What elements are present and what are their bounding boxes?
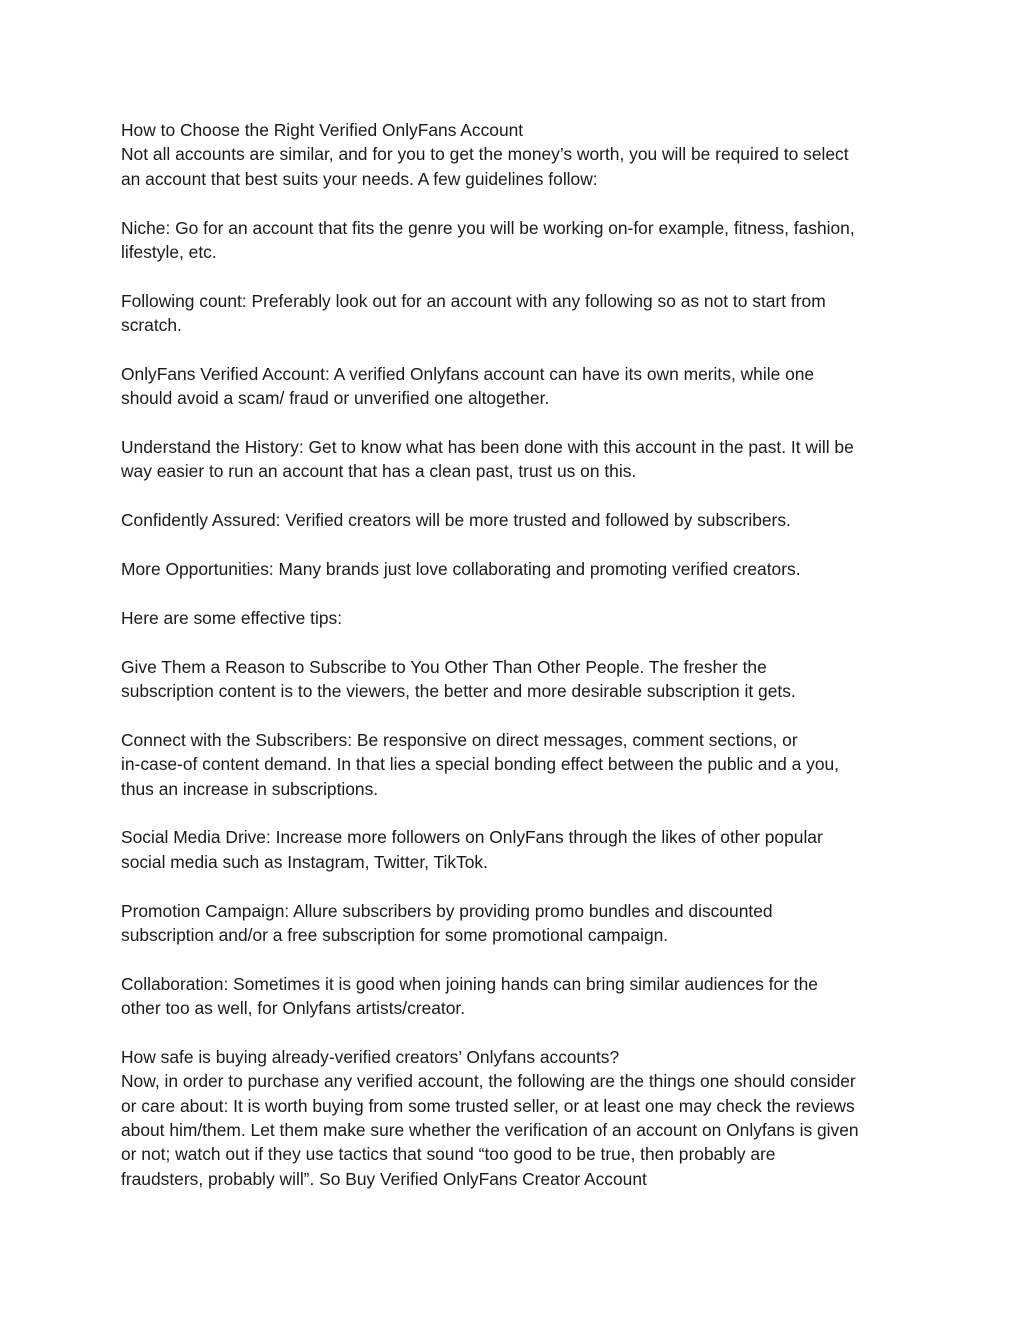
tips-intro xyxy=(121,606,911,630)
guideline-niche xyxy=(121,216,911,265)
paragraph-line: lifestyle, etc. xyxy=(121,241,217,262)
paragraph-line: should avoid a scam/ fraud or unverified one altogether. xyxy=(121,388,550,409)
paragraph-line: Here are some effective tips: xyxy=(121,607,343,628)
paragraph-line: Understand the History: Get to know what has been done with this account in the past. It will be xyxy=(121,437,854,458)
paragraph-line: Social Media Drive: Increase more followers on OnlyFans through the likes of other popular xyxy=(121,827,823,848)
paragraph-line: Following count: Preferably look out for an account with any following so as not to start from xyxy=(121,290,826,311)
paragraph-line: subscription content is to the viewers, the better and more desirable subscription it gets. xyxy=(121,680,796,701)
paragraph-line: or not; watch out if they use tactics that sound “too good to be true, then probably are xyxy=(121,1144,776,1165)
tip-social-media-drive xyxy=(121,825,911,874)
intro-paragraph xyxy=(121,142,911,191)
tip-collaboration xyxy=(121,972,911,1021)
guideline-confidently-assured xyxy=(121,508,911,532)
tip-connect-subscribers xyxy=(121,728,911,801)
paragraph-line: Confidently Assured: Verified creators will be more trusted and followed by subscribers. xyxy=(121,510,791,531)
guideline-following-count xyxy=(121,289,911,338)
paragraph-line: an account that best suits your needs. A few guidelines follow: xyxy=(121,168,598,189)
paragraph-line: Give Them a Reason to Subscribe to You Other Than Other People. The fresher the xyxy=(121,656,767,677)
paragraph-line: scratch. xyxy=(121,315,182,336)
paragraph-line: in-case-of content demand. In that lies a special bonding effect between the public and a you, xyxy=(121,754,840,775)
paragraph-line: Promotion Campaign: Allure subscribers by providing promo bundles and discounted xyxy=(121,900,773,921)
guideline-history xyxy=(121,435,911,484)
paragraph-line: subscription and/or a free subscription for some promotional campaign. xyxy=(121,924,669,945)
guideline-more-opportunities xyxy=(121,557,911,581)
paragraph-line: social media such as Instagram, Twitter, TikTok. xyxy=(121,851,488,872)
paragraph-line: thus an increase in subscriptions. xyxy=(121,778,379,799)
guideline-verified-account xyxy=(121,362,911,411)
paragraph-line: Connect with the Subscribers: Be responsive on direct messages, comment sections, or xyxy=(121,729,798,750)
tip-reason-to-subscribe xyxy=(121,655,911,704)
paragraph-line: Niche: Go for an account that fits the genre you will be working on-for example, fitness, fashion, xyxy=(121,217,855,238)
closing-paragraph xyxy=(121,1069,911,1191)
section-choose xyxy=(121,118,911,142)
tip-promotion-campaign xyxy=(121,899,911,948)
section-heading: How to Choose the Right Verified OnlyFans Account xyxy=(121,120,524,140)
paragraph-line: about him/them. Let them make sure whether the verification of an account on Onlyfans is given xyxy=(121,1120,859,1141)
paragraph-line: Not all accounts are similar, and for you to get the money’s worth, you will be required to select xyxy=(121,144,849,165)
paragraph-line: Now, in order to purchase any verified account, the following are the things one should consider xyxy=(121,1071,856,1092)
paragraph-line: fraudsters, probably will”. So Buy Verified OnlyFans Creator Account xyxy=(121,1168,647,1189)
paragraph-line: Collaboration: Sometimes it is good when joining hands can bring similar audiences for the xyxy=(121,973,818,994)
section-heading: How safe is buying already-verified creators’ Onlyfans accounts? xyxy=(121,1046,620,1067)
paragraph-line: More Opportunities: Many brands just love collaborating and promoting verified creators. xyxy=(121,559,801,580)
paragraph-line: OnlyFans Verified Account: A verified Onlyfans account can have its own merits, while one xyxy=(121,363,815,384)
document-page xyxy=(121,118,911,1216)
paragraph-line: or care about: It is worth buying from some trusted seller, or at least one may check the reviews xyxy=(121,1095,855,1116)
paragraph-line: other too as well, for Onlyfans artists/creator. xyxy=(121,998,466,1019)
paragraph-line: way easier to run an account that has a clean past, trust us on this. xyxy=(121,461,637,482)
section-safety xyxy=(121,1045,911,1069)
